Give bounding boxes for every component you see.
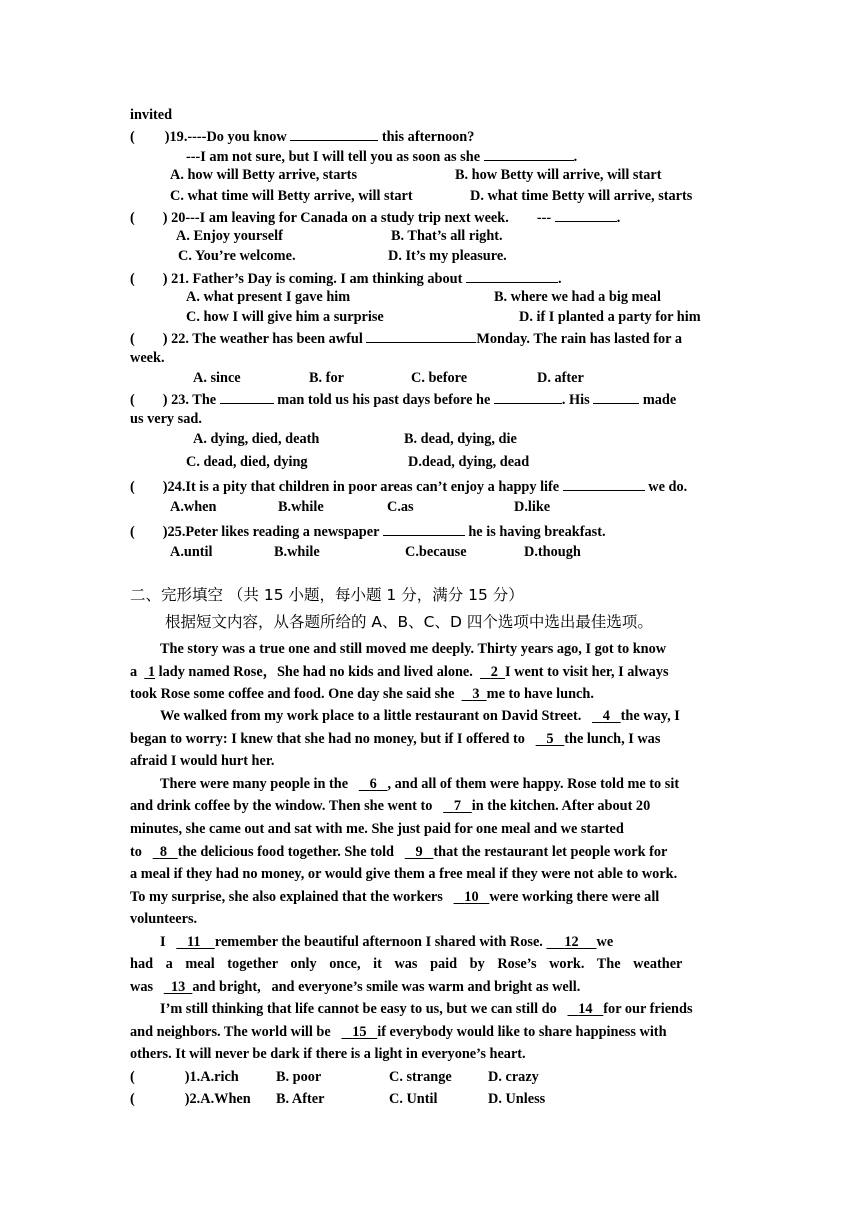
text: I’m still thinking that life cannot be easy to us, but we can still do xyxy=(160,1001,557,1017)
option-b: B. for xyxy=(309,370,344,386)
text: I went to visit her, I always xyxy=(505,664,669,680)
blank-number: 3 xyxy=(472,686,480,702)
option-b: B.while xyxy=(274,544,320,560)
blank-4 xyxy=(592,708,621,724)
question-22-line2 xyxy=(130,351,165,365)
question-23 xyxy=(130,391,676,407)
blank-number: 7 xyxy=(453,798,462,814)
text: the lunch, I was xyxy=(564,731,661,747)
option-c: C. how I will give him a surprise xyxy=(186,309,384,325)
blank-number: 14 xyxy=(578,1001,593,1017)
text: remember the beautiful afternoon I shared with Rose. xyxy=(214,934,543,950)
question-stem: ) 23. The xyxy=(162,392,217,408)
blank-number: 15 xyxy=(352,1024,367,1040)
passage-line: The story was a true one and still moved me deeply. Thirty years ago, I got to know xyxy=(160,641,667,657)
answer-blank xyxy=(563,478,645,491)
option-d: D. Unless xyxy=(488,1091,546,1107)
option-b: B.while xyxy=(278,499,324,515)
option-c: C.as xyxy=(387,499,414,515)
text: and neighbors. The world will be xyxy=(130,1024,331,1040)
blank-6 xyxy=(359,776,388,792)
option-b: B. dead, dying, die xyxy=(404,431,517,447)
text: a xyxy=(130,664,138,680)
option-c: C. before xyxy=(411,370,468,386)
question-19-line2 xyxy=(186,148,577,164)
blank-number: 13 xyxy=(170,979,186,995)
text: to xyxy=(130,844,142,860)
question-stem: man told us his past days before he xyxy=(277,392,491,408)
option-d: D.like xyxy=(514,499,551,515)
option-a: A. how will Betty arrive, starts xyxy=(170,167,358,183)
question-stem: ) 22. The weather has been awful xyxy=(162,331,363,347)
passage-line xyxy=(160,1002,693,1016)
option-a: A. since xyxy=(193,370,241,386)
blank-9 xyxy=(405,844,434,860)
blank-number: 2 xyxy=(490,664,498,680)
question-22 xyxy=(130,330,682,346)
question-25 xyxy=(130,523,606,539)
blank-number: 11 xyxy=(187,934,201,950)
question-21 xyxy=(130,270,562,286)
passage-line: others. It will never be dark if there is a light in everyone’s heart. xyxy=(130,1046,526,1062)
text: invited xyxy=(130,107,173,123)
question-stem-end: he is having breakfast. xyxy=(468,524,606,540)
text: I xyxy=(160,934,166,950)
text: in the kitchen. After about 20 xyxy=(471,798,651,814)
passage-line xyxy=(130,1025,667,1039)
option-d: D. It’s my pleasure. xyxy=(388,248,507,264)
blank-12 xyxy=(546,934,596,950)
passage-line xyxy=(130,980,580,994)
option-a: A. Enjoy yourself xyxy=(176,228,283,244)
passage-line xyxy=(130,799,650,813)
blank-3 xyxy=(462,686,487,702)
answer-blank xyxy=(366,330,476,343)
answer-blank xyxy=(220,391,274,404)
text: the delicious food together. She told xyxy=(177,844,395,860)
passage-line xyxy=(160,777,679,791)
passage-line xyxy=(160,709,680,723)
question-20 xyxy=(130,209,620,225)
text: for our friends xyxy=(603,1001,693,1017)
passage-line xyxy=(130,845,667,859)
blank-number: 1 xyxy=(147,664,156,680)
question-19 xyxy=(130,128,474,144)
blank-14 xyxy=(568,1001,604,1017)
blank-11 xyxy=(176,934,215,950)
option-a: A. dying, died, death xyxy=(193,431,320,447)
passage-line xyxy=(130,687,594,701)
passage-line: minutes, she came out and sat with me. She just paid for one meal and we started xyxy=(130,821,624,837)
option-b: B. how Betty will arrive, will start xyxy=(455,167,662,183)
text: if everybody would like to share happiness with xyxy=(377,1024,667,1040)
text: we xyxy=(596,934,614,950)
text: There were many people in the xyxy=(160,776,349,792)
option-c: C. Until xyxy=(389,1091,438,1107)
option-a: A.until xyxy=(170,544,213,560)
text: that the restaurant let people work for xyxy=(433,844,668,860)
question-stem: )25.Peter likes reading a newspaper xyxy=(162,524,380,540)
option-a: )2.A.When xyxy=(184,1091,251,1107)
question-stem-end: we do. xyxy=(648,479,688,495)
punct: . xyxy=(573,149,578,165)
question-stem-end: this afternoon? xyxy=(381,129,475,145)
blank-7 xyxy=(443,798,472,814)
answer-paren: ( xyxy=(130,271,135,287)
question-stem-end: made xyxy=(642,392,677,408)
dash: --- xyxy=(536,210,552,226)
blank-1 xyxy=(144,664,155,680)
answer-blank xyxy=(290,128,378,141)
option-a: A.when xyxy=(170,499,217,515)
option-d: D.though xyxy=(524,544,581,560)
passage-line: afraid I would hurt her. xyxy=(130,753,275,769)
question-stem: )19.----Do you know xyxy=(164,129,287,145)
section-heading: 二、完形填空 （共 15 小题，每小题 1 分，满分 15 分） xyxy=(130,586,524,604)
blank-number: 8 xyxy=(159,844,167,860)
option-d: D. crazy xyxy=(488,1069,539,1085)
option-b: B. After xyxy=(276,1091,325,1107)
text: lady named Rose，She had no kids and lived alone. xyxy=(158,664,473,680)
question-stem-end: Monday. The rain has lasted for a xyxy=(476,331,682,347)
question-24 xyxy=(130,478,687,494)
text: We walked from my work place to a little restaurant on David Street. xyxy=(160,708,582,724)
blank-2 xyxy=(480,664,505,680)
answer-paren: ( xyxy=(130,331,135,347)
question-stem: . His xyxy=(561,392,590,408)
answer-blank xyxy=(466,270,558,283)
question-23-line2 xyxy=(130,412,202,426)
text: were working there were all xyxy=(489,889,660,905)
option-d: D. what time Betty will arrive, starts xyxy=(470,188,693,204)
option-d: D. after xyxy=(537,370,584,386)
cloze-question-1 xyxy=(130,1070,239,1084)
passage-line: had a meal together only once, it was paid by Rose’s work. The weather xyxy=(130,956,683,972)
option-a: A. what present I gave him xyxy=(186,289,351,305)
option-a: )1.A.rich xyxy=(184,1069,239,1085)
blank-number: 9 xyxy=(415,844,423,860)
passage-line xyxy=(160,935,613,949)
blank-number: 10 xyxy=(464,889,479,905)
option-b: B. That’s all right. xyxy=(391,228,503,244)
question-stem: ) 20---I am leaving for Canada on a study trip next week. xyxy=(162,210,509,226)
option-c: C. You’re welcome. xyxy=(178,248,296,264)
answer-paren: ( xyxy=(130,392,135,408)
punct: . xyxy=(557,271,562,287)
blank-13 xyxy=(164,979,193,995)
option-b: B. where we had a big meal xyxy=(494,289,661,305)
passage-line xyxy=(130,665,669,679)
blank-number: 6 xyxy=(369,776,377,792)
option-d: D.dead, dying, dead xyxy=(408,454,530,470)
text: us very sad. xyxy=(130,411,202,427)
answer-paren: ( xyxy=(130,524,135,540)
answer-paren: ( xyxy=(130,1069,135,1085)
text: took Rose some coffee and food. One day she said she xyxy=(130,686,455,702)
blank-15 xyxy=(341,1024,377,1040)
cloze-question-2 xyxy=(130,1092,251,1106)
blank-10 xyxy=(454,889,490,905)
option-c: C.because xyxy=(405,544,467,560)
answer-blank xyxy=(484,148,574,161)
answer-paren: ( xyxy=(130,129,135,145)
text: To my surprise, she also explained that the workers xyxy=(130,889,443,905)
answer-blank xyxy=(383,523,465,536)
text: was xyxy=(130,979,154,995)
passage-line xyxy=(130,890,659,904)
blank-number: 4 xyxy=(602,708,610,724)
text: me to have lunch. xyxy=(486,686,594,702)
blank-number: 12 xyxy=(564,934,579,950)
text: , and all of them were happy. Rose told me to sit xyxy=(387,776,680,792)
text: and drink coffee by the window. Then she went to xyxy=(130,798,433,814)
answer-blank xyxy=(494,391,562,404)
text: began to worry: I knew that she had no money, but if I offered to xyxy=(130,731,525,747)
passage-line: a meal if they had no money, or would give them a free meal if they were not able to work. xyxy=(130,866,678,882)
section-instruction: 根据短文内容，从各题所给的 A、B、C、D 四个选项中选出最佳选项。 xyxy=(165,613,653,631)
text: the way, I xyxy=(620,708,680,724)
option-c: C. what time will Betty arrive, will start xyxy=(170,188,413,204)
answer-paren: ( xyxy=(130,210,135,226)
answer-blank xyxy=(593,391,639,404)
question-stem: ---I am not sure, but I will tell you as soon as she xyxy=(186,149,481,165)
question-stem: )24.It is a pity that children in poor areas can’t enjoy a happy life xyxy=(162,479,560,495)
question-stem: ) 21. Father’s Day is coming. I am thinking about xyxy=(162,271,463,287)
option-b: B. poor xyxy=(276,1069,322,1085)
passage-line xyxy=(130,732,660,746)
option-c: C. dead, died, dying xyxy=(186,454,308,470)
answer-blank xyxy=(555,209,617,222)
punct: . xyxy=(616,210,621,226)
passage-line: volunteers. xyxy=(130,911,198,927)
option-c: C. strange xyxy=(389,1069,452,1085)
blank-5 xyxy=(536,731,565,747)
answer-paren: ( xyxy=(130,479,135,495)
blank-8 xyxy=(153,844,178,860)
option-d: D. if I planted a party for him xyxy=(519,309,701,325)
text: and bright, and everyone’s smile was warm and bright as well. xyxy=(192,979,581,995)
answer-paren: ( xyxy=(130,1091,135,1107)
blank-number: 5 xyxy=(546,731,554,747)
continued-text xyxy=(130,108,172,122)
text: week. xyxy=(130,350,165,366)
